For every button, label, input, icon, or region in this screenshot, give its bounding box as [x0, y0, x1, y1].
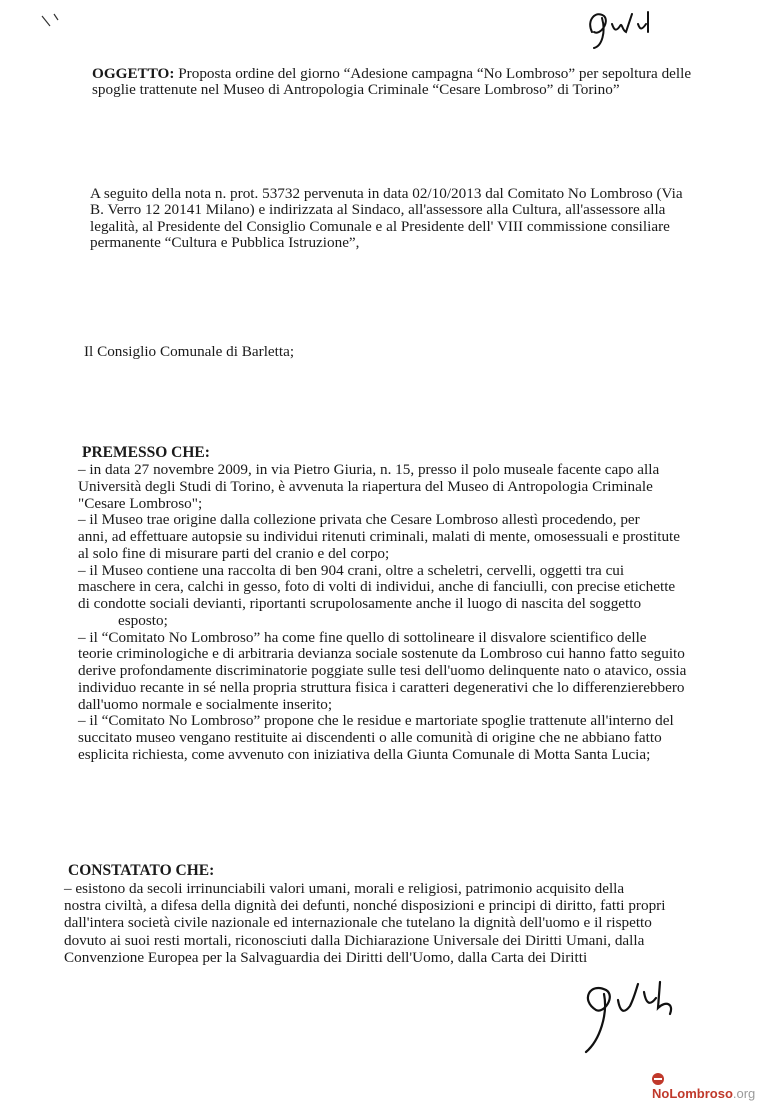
no-entry-icon — [652, 1073, 664, 1085]
council-line: Il Consiglio Comunale di Barletta; — [84, 343, 295, 360]
intro-line: A seguito della nota n. prot. 53732 pervenuta in data 02/10/2013 dal Comitato No Lombroso (Via — [90, 185, 683, 202]
constatato-line: dovuto ai suoi resti mortali, riconosciuti dalla Dichiarazione Universale dei Diritti Umani, dalla — [64, 931, 645, 949]
premesso-line: di condotte sociali devianti, riportanti scrupolosamente anche il luogo di nascita del soggetto — [78, 595, 642, 612]
premesso-line: teorie criminologiche e di arbitraria devianza sociale sostenute da Lombroso cui hanno fatto seguito — [78, 645, 685, 663]
subject-block — [92, 66, 698, 97]
subject-line-1: Proposta ordine del giorno “Adesione campagna “No Lombroso” per sepoltura delle — [178, 65, 692, 82]
corner-pen-mark — [36, 4, 76, 34]
subject-line-2: spoglie trattenute nel Museo di Antropologia Criminale “Cesare Lombroso” di Torino” — [92, 80, 620, 98]
premesso-line: individuo recante in sé nella propria struttura fisica i caratteri degenerativi che lo differenzierebbero — [78, 678, 685, 696]
constatato-body — [64, 880, 676, 966]
premesso-line: dall'uomo normale e socialmente inserito; — [78, 695, 333, 713]
premesso-line: – il Museo contiene una raccolta di ben 904 crani, oltre a scheletri, cervelli, oggetti tra cui — [78, 561, 625, 579]
constatato-line: – esistono da secoli irrinunciabili valori umani, morali e religiosi, patrimonio acquisito della — [64, 880, 625, 897]
premesso-body — [78, 462, 688, 764]
intro-paragraph — [90, 186, 696, 252]
premesso-line: – il Museo trae origine dalla collezione privata che Cesare Lombroso allestì procedendo, per — [78, 511, 640, 529]
watermark-tld: .org — [732, 1086, 756, 1101]
premesso-line: esposto; — [118, 611, 168, 629]
premesso-line: – il “Comitato No Lombroso” ha come fine quello di sottolineare il disvalore scientifico delle — [78, 628, 647, 646]
premesso-line: – in data 27 novembre 2009, in via Pietro Giuria, n. 15, presso il polo museale facente capo alla — [78, 461, 660, 478]
premesso-heading: PREMESSO CHE: — [82, 444, 210, 461]
subject-label: OGGETTO: — [92, 65, 175, 82]
premesso-line: succitato museo vengano restituite ai discendenti o alle comunità di origine che ne abbiano fatto — [78, 729, 662, 746]
intro-line: permanente “Cultura e Pubblica Istruzione”, — [90, 234, 360, 252]
premesso-line: – il “Comitato No Lombroso” propone che le residue e martoriate spoglie trattenute all'interno del — [78, 712, 674, 730]
premesso-line: maschere in cera, calchi in gesso, foto di volti di individui, anche di fanciulli, con precise etichette — [78, 578, 676, 596]
premesso-line: derive profondamente discriminatorie poggiate sulle tesi dell'uomo delinquente nato o atavico, ossia — [78, 662, 687, 679]
premesso-line: "Cesare Lombroso"; — [78, 494, 203, 512]
constatato-heading: CONSTATATO CHE: — [68, 862, 215, 879]
intro-line: legalità, al Presidente del Consiglio Comunale e al Presidente dell' VIII commissione consiliare — [90, 217, 670, 235]
watermark-brand: NoLombroso — [652, 1086, 733, 1101]
premesso-line: Università degli Studi di Torino, è avvenuta la riapertura del Museo di Antropologia Criminale — [78, 477, 653, 495]
watermark — [652, 1071, 769, 1101]
handwritten-signature — [566, 970, 696, 1060]
constatato-line: dall'intera società civile nazionale ed internazionale che tutelano la dignità dell'uomo e il rispetto — [64, 914, 652, 932]
premesso-line: esplicita richiesta, come avvenuto con iniziativa della Giunta Comunale di Motta Santa Lucia; — [78, 745, 651, 763]
intro-line: B. Verro 12 20141 Milano) e indirizzata al Sindaco, all'assessore alla Cultura, all'assessore alla — [90, 201, 666, 219]
constatato-line: nostra civiltà, a difesa della dignità dei defunti, nonché disposizioni e principi di diritto, fatti propri — [64, 897, 666, 915]
premesso-line: anni, ad effettuare autopsie su individui ritenuti criminali, malati di mente, omosessuali e prostitute — [78, 528, 681, 545]
constatato-line: Convenzione Europea per la Salvaguardia dei Diritti dell'Uomo, dalla Carta dei Diritti — [64, 948, 588, 966]
premesso-line: al solo fine di misurare parti del cranio e del corpo; — [78, 544, 390, 562]
handwritten-initials-top — [582, 2, 682, 52]
